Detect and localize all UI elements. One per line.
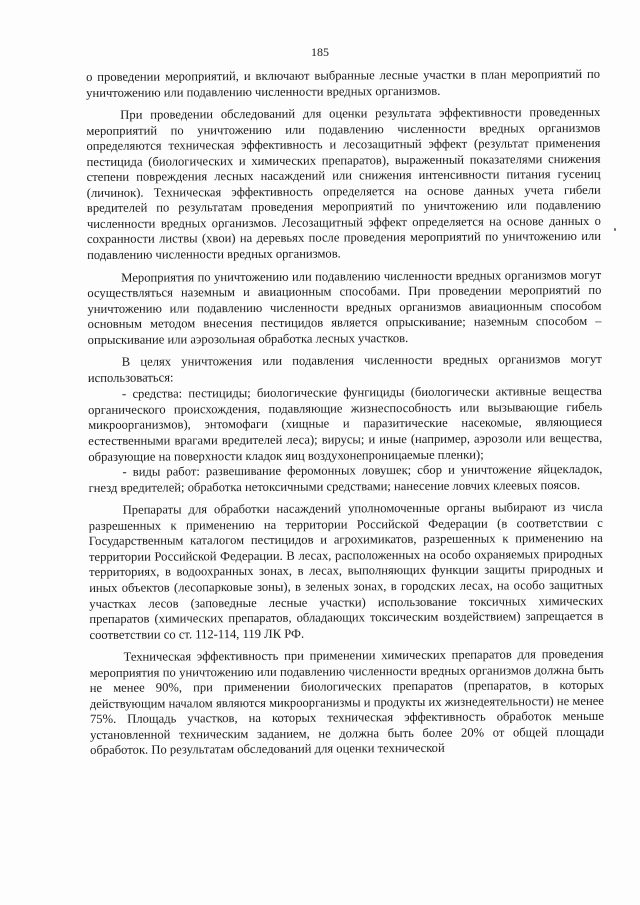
scan-speck bbox=[614, 228, 616, 231]
paragraph-application-methods: Мероприятия по уничтожению или подавлению численности вредных организмов могут осуществляться наземным и авиационным способами. При проведении мероприятий по уничтожению или подавлению численности вредных организмов авиационным способом основным методом внесения пестицидов является опрыскивание; наземным способом – опрыскивание или аэрозольная обработка лесных участков. bbox=[87, 267, 602, 347]
paragraph-means-intro: В целях уничтожения или подавления численности вредных организмов могут использоваться: bbox=[87, 352, 602, 385]
paragraph-technical-efficiency-requirements: Техническая эффективность при применении химических препаратов для проведения мероприятия по уничтожению или подавлению численности вредных организмов должна быть не менее 90%, при применении биологических препаратов (препаратов, в которых действующим началом являются микроорганизмы и продукты их жизнедеятельности) не менее 75%. Площадь участков, на которых техническая эффективность обработок меньше установленной техническим заданием, не должна быть более 20% от общей площади обработок. По результатам обследований для оценки технической bbox=[89, 646, 605, 758]
list-item-work-types: - виды работ: развешивание феромонных ловушек; сбор и уничтожение яйцекладок, гнезд вредителей; обработка нетоксичными средствами; нанесение ловчих клеевых поясов. bbox=[88, 461, 603, 495]
page-number: 185 bbox=[311, 45, 329, 59]
paragraph-efficiency-assessment: При проведении обследований для оценки результата эффективности проведенных мероприятий по уничтожению или подавлению численности вредных организмов определяются техническая эффективность и лесозащитный эффект (результат применения пестицида (биологических и химических препаратов), выраженный показателями снижения степени повреждения лесных насаждений или снижения интенсивности питания гусениц (личинок). Техническая эффективность определяется на основе данных учета гибели вредителей по результатам проведения мероприятий по уничтожению или подавлению численности вредных организмов. Лесозащитный эффект определяется на основе данных о сохранности листвы (хвои) на деревьях после проведения мероприятий по уничтожению или подавлению численности вредных организмов. bbox=[86, 104, 602, 263]
paragraph-plan-continuation: о проведении мероприятий, и включают выбранные лесные участки в план мероприятий по уничтожению или подавлению численности вредных организмов. bbox=[86, 66, 601, 100]
list-item-means: - средства: пестициды; биологические фунгициды (биологически активные вещества органического происхождения, подавляющие жизнеспособность или вызывающие гибель микроорганизмов), энтомофаги (хищные и паразитические насекомые, являющиеся естественными врагами вредителей леса); вирусы; и иные (например, аэрозоли или вещества, образующие на поверхности кладок яиц воздухонепроницаемые пленки); bbox=[88, 384, 603, 464]
paragraph-preparation-selection: Препараты для обработки насаждений уполномоченные органы выбирают из числа разрешенных к применению на территории Российской Федерации (в соответствии с Государственным каталогом пестицидов и агрохимикатов, разрешенных к применению на территории Российской Федерации. В лесах, расположенных на особо охраняемых природных территориях, в водоохранных зонах, в лесах, выполняющих функции защиты природных и иных объектов (лесопарковые зоны), в зеленых зонах, в городских лесах, на особо защитных участках лесов (заповедные лесные участки) использование токсичных химических препаратов (химических препаратов, обладающих токсическим воздействием) запрещается в соответствии со ст. 112-114, 119 ЛК РФ. bbox=[88, 500, 604, 642]
document-body bbox=[86, 67, 604, 766]
